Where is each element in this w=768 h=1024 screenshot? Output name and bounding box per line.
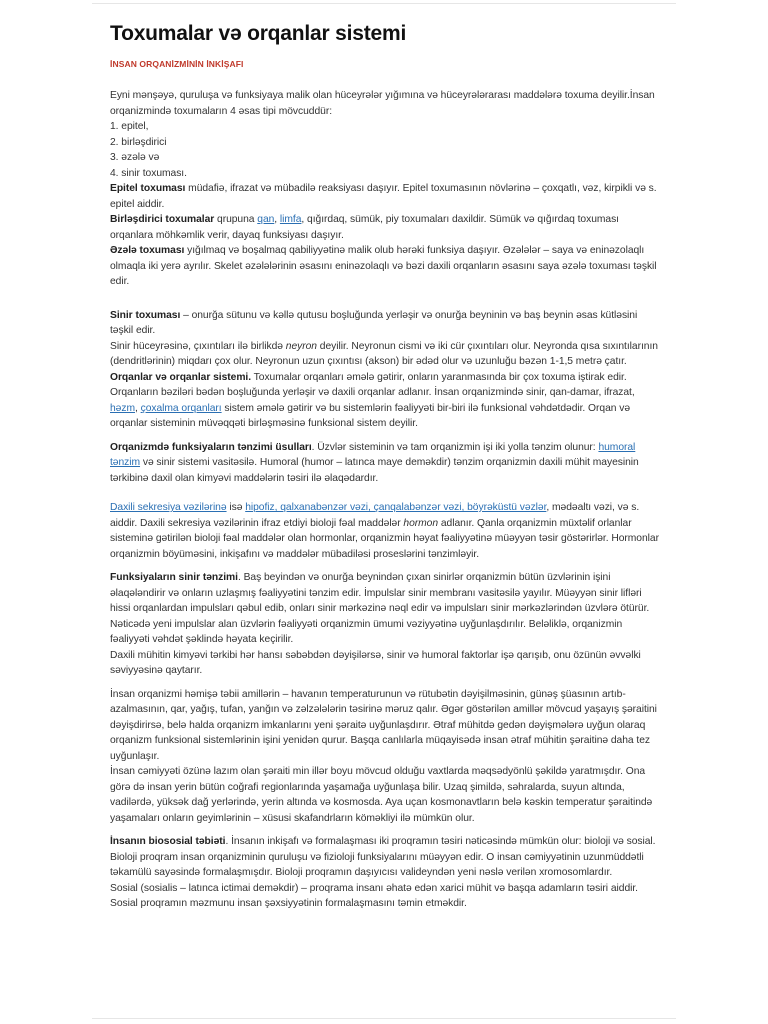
category-link[interactable]: İNSAN ORQANİZMİNİN İNKİŞAFI	[110, 59, 244, 69]
connective-term: Birləşdirici toxumalar	[110, 214, 215, 225]
link-hezm[interactable]: həzm	[110, 402, 135, 414]
paragraph-tissues	[110, 88, 662, 290]
nerve-term: Sinir toxuması	[110, 309, 181, 321]
paragraph-nerve	[110, 308, 662, 432]
intro-text: Eyni mənşəyə, quruluşa və funksiyaya malik olan hüceyrələr yığımına və hüceyrələrarası maddələrə toxuma deyilir.İnsan orqanizmində toxumaların 4 əsas tipi mövcuddür:	[110, 90, 655, 117]
link-daxili-sekresiya[interactable]: Daxili sekresiya vəzilərinə	[110, 502, 227, 513]
text: ,	[134, 402, 141, 414]
text: isə	[226, 502, 246, 513]
epitel-paragraph	[110, 181, 662, 212]
hormon-term: hormon	[403, 517, 439, 529]
text: , qığırdaq, sümük, piy toxumaları daxildir. Sümük və qığırdaq toxuması orqanlara möhkəmlik verir, dayaq funksiyası daşıyır.	[110, 214, 619, 241]
top-divider	[92, 3, 676, 4]
biosocial-term: İnsanın biososial təbiəti	[110, 836, 226, 847]
text: yığılmaq və boşalmaq qabiliyyətinə malik olub hərəki funksiya daşıyır. Əzələlər – saya və eninəzolaqlı olmaqla iki yerə ayrılır. Skelet əzələlərinin əsasını eninəzolaqlı və bəzi daxili orqanların əsasını saya əzələ toxuması təşkil edir.	[110, 245, 657, 287]
article-title: Toxumalar və orqanlar sistemi	[110, 22, 407, 45]
text: qrupuna	[214, 214, 258, 225]
nerve-paragraph	[110, 308, 662, 339]
list-item: 3. əzələ və	[110, 152, 160, 163]
text: adlanır. Qanla orqanizmin müxtəlif orlanlar sisteminə gətirilən bioloji fəal maddələr olan hormonlar, orqanizmin həyat fəaliyyətinə müəyyən təsir göstərirlər. Hormonlar orqanizmin böyüməsini, inkişafını və maddələr mübadiləsi proseslərini tənzimləyir.	[110, 517, 659, 560]
epitel-term: Epitel toxuması	[110, 183, 186, 194]
organs-paragraph	[110, 370, 662, 432]
text: ,	[274, 214, 280, 225]
text: sistem əmələ gətirir və bu sistemlərin fəaliyyəti bir-biri ilə funksional vəhdətdədir. Orqan və orqanlar sisteminin müvəqqəti birləşməsinə funksional sistem deyilir.	[110, 402, 631, 429]
chemical-text: Daxili mühitin kimyəvi tərkibi hər hansı səbəbdən dəyişilərsə, sinir və humoral faktorlar işə qarışıb, onu özünün əvvəlki səviyyəsinə qaytarır.	[110, 649, 641, 676]
list-item: 1. epitel,	[110, 121, 149, 132]
paragraph-nerve-regulation	[110, 570, 662, 679]
muscle-term: Əzələ toxuması	[110, 245, 185, 256]
muscle-paragraph	[110, 243, 662, 290]
bottom-divider	[92, 1018, 676, 1019]
organs-term: Orqanlar və orqanlar sistemi.	[110, 371, 252, 383]
article-content	[110, 20, 662, 912]
text: , mədəaltı vəzi, və s. aiddir. Daxili sekresiya vəzilərinin ifraz etdiyi bioloji fəal maddələr	[110, 502, 640, 529]
text: Toxumalar orqanları əmələ gətirir, onların yaranmasında bir çox toxuma iştirak edir. Orqanların bəziləri bədən boşluğunda yerləşir və daxili orqanlar adlanır. İnsan orqanizmində sinir, qan-damar, ifrazat,	[110, 371, 635, 398]
paragraph-environment	[110, 687, 662, 827]
list-item: 4. sinir toxuması.	[110, 167, 187, 179]
link-coxalma[interactable]: çoxalma orqanları	[140, 402, 222, 414]
text: . İnsanın inkişafı və formalaşması iki proqramın təsiri nəticəsində mümkün olur: bioloji və sosial.	[225, 836, 656, 847]
text: . Baş beyindən və onurğa beynindən çıxan sinirlər orqanizmin bütün üzvlərinin işini əlaqələndirir və onların uzlaşmış fəaliyyətini tənzim edir. İmpulslar sinir membranı vasitəsilə yayılır. Müəyyən sinir lifləri hissi orqanlardan impulsları qəbul edib, onları sinir mərkəzinə nəql edir və impulsları sinir mərkəzlərindən üzvlərə ötürür. Nəticədə yeni impulslar alan üzvlərin fəaliyyəti orqanizmin ümumi vəziyyətinə uyğunlaşdırılır. Beləliklə, orqanizmin fəaliyyəti vəhdət şəklində həyata keçirilir.	[110, 572, 650, 645]
paragraph-biosocial	[110, 834, 662, 912]
link-qan[interactable]: qan	[257, 214, 275, 225]
biosocial-text	[110, 834, 662, 850]
link-humoral[interactable]: humoral tənzim	[110, 441, 636, 468]
text: və sinir sistemi vasitəsilə. Humoral (humor – latınca maye deməkdir) tənzim orqanizmin daxili mühit mayesinin tərkibinə daxil olan kimyəvi maddələrin təsiri ilə əlaqədardır.	[110, 457, 639, 484]
epitel-text: müdafiə, ifrazat və mübadilə reaksiyası daşıyır. Epitel toxumasının növlərinə – çoxqatlı, vəz, kirpikli və s. epitel aiddir.	[110, 183, 657, 210]
link-limfa[interactable]: limfa	[279, 214, 302, 225]
neuron-paragraph	[110, 339, 662, 370]
text: deyilir. Neyronun cismi və iki cür çıxıntıları olur. Neyronda qısa sıxıntılarının (dendritlərinin) miqdarı çox olur. Neyronun uzun çıxıntısı (akson) bir ədəd olur və uzunluğu bəzən 1-1,5 metrə çatır.	[110, 340, 658, 367]
regulation-term: Orqanizmdə funksiyaların tənzimi üsulları	[110, 441, 312, 453]
connective-paragraph	[110, 212, 662, 243]
text: Sinir hüceyrəsinə, çıxıntıları ilə birlikdə	[110, 340, 286, 352]
paragraph-regulation	[110, 440, 662, 487]
society-text: İnsan cəmiyyəti özünə lazım olan şəraiti min illər boyu mövcud olduğu vaxtlarda məqsədyönlü şəkildə yaratmışdır. Ona görə də insan yerin bütün coğrafi regionlarında yaşamağa uyğunlaşa bilir. Uzaq şimildə, səhralarda, suyun altında, vadilərdə, yüksək dağ yerlərində, yerin altında və kosmosda. Aya uçan kosmonavtların belə kəskin temperatur şəraitində yaşamaları onların geyimlərinin – xüsusi skafandrların köməkliyi ilə mümkün olur.	[110, 766, 653, 824]
environment-text: İnsan orqanizmi həmişə təbii amillərin – havanın temperaturunun və rütubətin dəyişilməsinin, günəş şüasının artıb-azalmasının, qar, yağış, tufan, yanğın və zəlzələlərin təsirinə məruz qalır. Əgər göstərilən amillər mövcud yaşayış şəraitini dəyişdirirsə, belə halda orqanizm imkanlarını yeni şəraitə uyğunlaşdırır. Ətraf mühitdə gedən dəyişmələrə uyğun olaraq orqanizm funksional sistemlərinin işini yenidən qurur. Başqa canlılarla müqayisədə insan ətraf mühitin şəraitinə daha tez uyğunlaşır.	[110, 688, 657, 762]
nerve-regulation-term: Funksiyaların sinir tənzimi	[110, 572, 238, 583]
list-item: 2. birləşdirici	[110, 136, 167, 148]
neuron-term: neyron	[285, 340, 317, 352]
link-glands[interactable]: hipofiz, qalxanabənzər vəzi, çanqalabənzər vəzi, böyrəküstü vəzlər	[245, 502, 547, 513]
social-program-text: Sosial (sosialis – latınca ictimai deməkdir) – proqrama insanı əhatə edən xarici mühit və başqa adamların təsiri aiddir. Sosial proqramın məzmunu insan şəxsiyyətinin formalaşmasını təmin etməkdir.	[110, 882, 638, 909]
nerve-regulation-text	[110, 570, 662, 648]
paragraph-endocrine	[110, 500, 662, 562]
biological-program-text: Bioloji proqram insan orqanizminin quruluşu və fizioloji funksiyalarını müəyyən edir. O insan cəmiyyətinin uzunmüddətli təkamülü sayəsində formalaşmışdır. Bioloji proqramın daşıyıcısı valideyndən yeni nəslə verilən xromosomlardır.	[110, 851, 644, 878]
text: – onurğa sütunu və kəllə qutusu boşluğunda yerləşir və onurğa beyninin və baş beynin əsas kütləsini təşkil edir.	[110, 309, 638, 336]
text: . Üzvlər sisteminin və tam orqanizmin işi iki yolla tənzim olunur:	[311, 441, 599, 453]
